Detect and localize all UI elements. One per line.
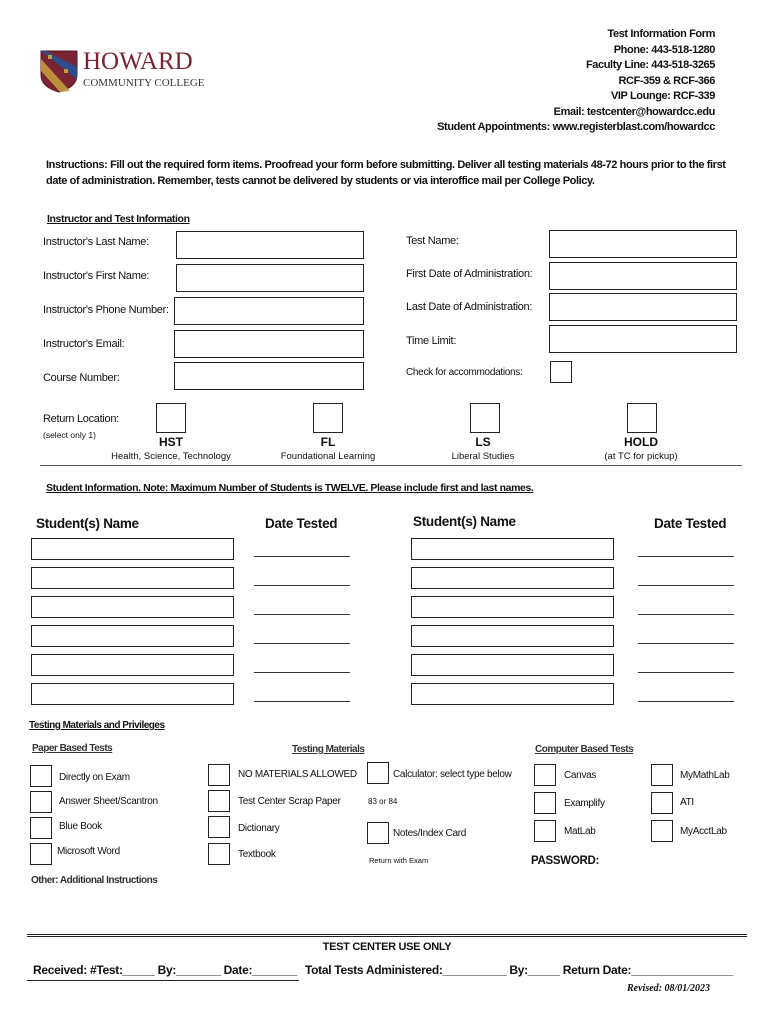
footer-divider — [27, 980, 299, 981]
date-tested-header-left: Date Tested — [265, 516, 338, 531]
last-date-field[interactable] — [549, 293, 737, 321]
return-hst-code: HST — [159, 435, 183, 449]
return-fl-desc: Foundational Learning — [280, 451, 376, 462]
label-course-number: Course Number: — [43, 372, 120, 384]
date-tested-line-5[interactable] — [254, 672, 350, 673]
return-ls-code: LS — [475, 435, 491, 449]
student-name-header-left: Student(s) Name — [36, 516, 139, 531]
header-line: VIP Lounge: RCF-339 — [610, 90, 715, 102]
paper-direct-label: Directly on Exam — [59, 772, 130, 783]
return-ls-checkbox[interactable] — [470, 403, 500, 433]
label-time-limit: Time Limit: — [406, 335, 457, 347]
notes-return-note: Return with Exam — [369, 856, 429, 865]
instructor-section-title: Instructor and Test Information — [47, 213, 190, 225]
date-tested-line-4[interactable] — [254, 643, 350, 644]
accommodations-checkbox[interactable] — [550, 361, 572, 383]
first-name-field[interactable] — [176, 264, 364, 292]
return-hst-desc: Health, Science, Technology — [111, 451, 231, 462]
mymathlab-label: MyMathLab — [680, 770, 730, 781]
label-accommodations: Check for accommodations: — [406, 367, 523, 378]
student-name-field-10[interactable] — [411, 625, 614, 647]
logo-name: HOWARD — [83, 48, 193, 75]
date-tested-header-right: Date Tested — [654, 516, 727, 531]
header-line: RCF-359 & RCF-366 — [618, 74, 715, 87]
computer-tests-title: Computer Based Tests — [535, 744, 634, 755]
date-tested-line-12[interactable] — [638, 701, 734, 702]
header-line: Test Information Form — [607, 28, 715, 40]
mymathlab-checkbox[interactable] — [651, 764, 673, 786]
return-hold-desc: (at TC for pickup) — [604, 451, 678, 462]
date-tested-line-1[interactable] — [254, 556, 350, 557]
student-name-field-8[interactable] — [411, 567, 614, 589]
student-name-field-12[interactable] — [411, 683, 614, 705]
student-section-title: Student Information. Note: Maximum Number of Students is TWELVE. Please include first and last names. — [46, 482, 534, 494]
notes-label: Notes/Index Card — [393, 828, 467, 839]
dictionary-label: Dictionary — [238, 823, 280, 834]
return-fl-checkbox[interactable] — [313, 403, 343, 433]
testing-materials-title: Testing Materials — [292, 744, 365, 755]
student-name-header-right: Student(s) Name — [413, 514, 516, 529]
myacctlab-label: MyAcctLab — [680, 826, 727, 837]
date-tested-line-3[interactable] — [254, 614, 350, 615]
student-name-field-7[interactable] — [411, 538, 614, 560]
date-tested-line-6[interactable] — [254, 701, 350, 702]
student-name-field-3[interactable] — [31, 596, 234, 618]
student-name-field-1[interactable] — [31, 538, 234, 560]
student-name-field-6[interactable] — [31, 683, 234, 705]
paper-bluebook-label: Blue Book — [59, 821, 102, 832]
paper-bluebook-checkbox[interactable] — [30, 817, 52, 839]
label-email: Instructor's Email: — [43, 338, 125, 350]
date-tested-line-9[interactable] — [638, 614, 734, 615]
calculator-label: Calculator: select type below — [393, 769, 512, 780]
paper-scantron-label: Answer Sheet/Scantron — [59, 796, 158, 807]
textbook-checkbox[interactable] — [208, 843, 230, 865]
student-name-field-5[interactable] — [31, 654, 234, 676]
return-location-label: Return Location: — [43, 413, 119, 425]
test-center-admin-line: Total Tests Administered:__________ By:_____ Return Date:________________ — [305, 963, 734, 977]
ati-label: ATI — [680, 797, 694, 808]
shield-icon — [40, 49, 78, 93]
header-line: Faculty Line: 443-518-3265 — [585, 59, 715, 71]
scrap-paper-checkbox[interactable] — [208, 790, 230, 812]
matlab-label: MatLab — [564, 826, 596, 837]
paper-scantron-checkbox[interactable] — [30, 791, 52, 813]
test-center-title: TEST CENTER USE ONLY — [322, 941, 452, 953]
student-name-field-11[interactable] — [411, 654, 614, 676]
label-last-date: Last Date of Administration: — [406, 301, 533, 313]
email-field[interactable] — [174, 330, 364, 358]
student-name-field-9[interactable] — [411, 596, 614, 618]
return-fl-code: FL — [320, 435, 336, 449]
no-materials-checkbox[interactable] — [208, 764, 230, 786]
college-logo — [40, 49, 210, 95]
revised-date: Revised: 08/01/2023 — [627, 983, 711, 994]
instructions: Instructions: Fill out the required form items. Proofread your form before submitting. Deliver all testing materials 48-72 hours prior to the first date of administration. Remember, tests cannot be delivered by students or via interoffice mail per College Policy. — [46, 159, 726, 187]
calculator-type: 83 or 84 — [368, 797, 398, 806]
matlab-checkbox[interactable] — [534, 820, 556, 842]
materials-section-title: Testing Materials and Privileges — [29, 720, 165, 731]
date-tested-line-2[interactable] — [254, 585, 350, 586]
test-name-field[interactable] — [549, 230, 737, 258]
scrap-paper-label: Test Center Scrap Paper — [238, 796, 341, 807]
first-date-field[interactable] — [549, 262, 737, 290]
time-limit-field[interactable] — [549, 325, 737, 353]
label-phone: Instructor's Phone Number: — [43, 304, 169, 316]
dictionary-checkbox[interactable] — [208, 816, 230, 838]
paper-word-checkbox[interactable] — [30, 843, 52, 865]
other-instructions-label: Other: Additional Instructions — [31, 875, 158, 886]
examplify-checkbox[interactable] — [534, 792, 556, 814]
header-line: Student Appointments: www.registerblast.com/howardcc — [437, 121, 715, 133]
paper-direct-checkbox[interactable] — [30, 765, 52, 787]
return-location-hint: (select only 1) — [43, 430, 96, 440]
header-line: Email: testcenter@howardcc.edu — [553, 105, 715, 118]
label-first-date: First Date of Administration: — [406, 268, 533, 280]
logo-subname: COMMUNITY COLLEGE — [83, 77, 205, 89]
divider — [40, 465, 742, 466]
date-tested-line-10[interactable] — [638, 643, 734, 644]
examplify-label: Examplify — [564, 798, 605, 809]
return-hold-checkbox[interactable] — [627, 403, 657, 433]
contact-header — [437, 27, 715, 136]
canvas-label: Canvas — [564, 770, 597, 781]
myacctlab-checkbox[interactable] — [651, 820, 673, 842]
label-last-name: Instructor's Last Name: — [43, 236, 149, 248]
paper-word-label: Microsoft Word — [57, 846, 120, 857]
course-number-field[interactable] — [174, 362, 364, 390]
textbook-label: Textbook — [238, 849, 276, 860]
header-line: Phone: 443-518-1280 — [613, 43, 715, 56]
test-center-received-line: Received: #Test:_____ By:_______ Date:_______ — [33, 963, 297, 977]
date-tested-line-11[interactable] — [638, 672, 734, 673]
return-hst-checkbox[interactable] — [156, 403, 186, 433]
notes-checkbox[interactable] — [367, 822, 389, 844]
paper-tests-title: Paper Based Tests — [32, 743, 113, 754]
calculator-checkbox[interactable] — [367, 762, 389, 784]
date-tested-line-7[interactable] — [638, 556, 734, 557]
phone-field[interactable] — [174, 297, 364, 325]
password-label: PASSWORD: — [531, 855, 600, 867]
ati-checkbox[interactable] — [651, 792, 673, 814]
return-ls-desc: Liberal Studies — [451, 451, 515, 462]
label-first-name: Instructor's First Name: — [43, 270, 150, 282]
student-name-field-2[interactable] — [31, 567, 234, 589]
date-tested-line-8[interactable] — [638, 585, 734, 586]
canvas-checkbox[interactable] — [534, 764, 556, 786]
label-test-name: Test Name: — [406, 235, 459, 247]
student-name-field-4[interactable] — [31, 625, 234, 647]
no-materials-label: NO MATERIALS ALLOWED — [238, 769, 357, 780]
return-hold-code: HOLD — [624, 435, 658, 449]
last-name-field[interactable] — [176, 231, 364, 259]
